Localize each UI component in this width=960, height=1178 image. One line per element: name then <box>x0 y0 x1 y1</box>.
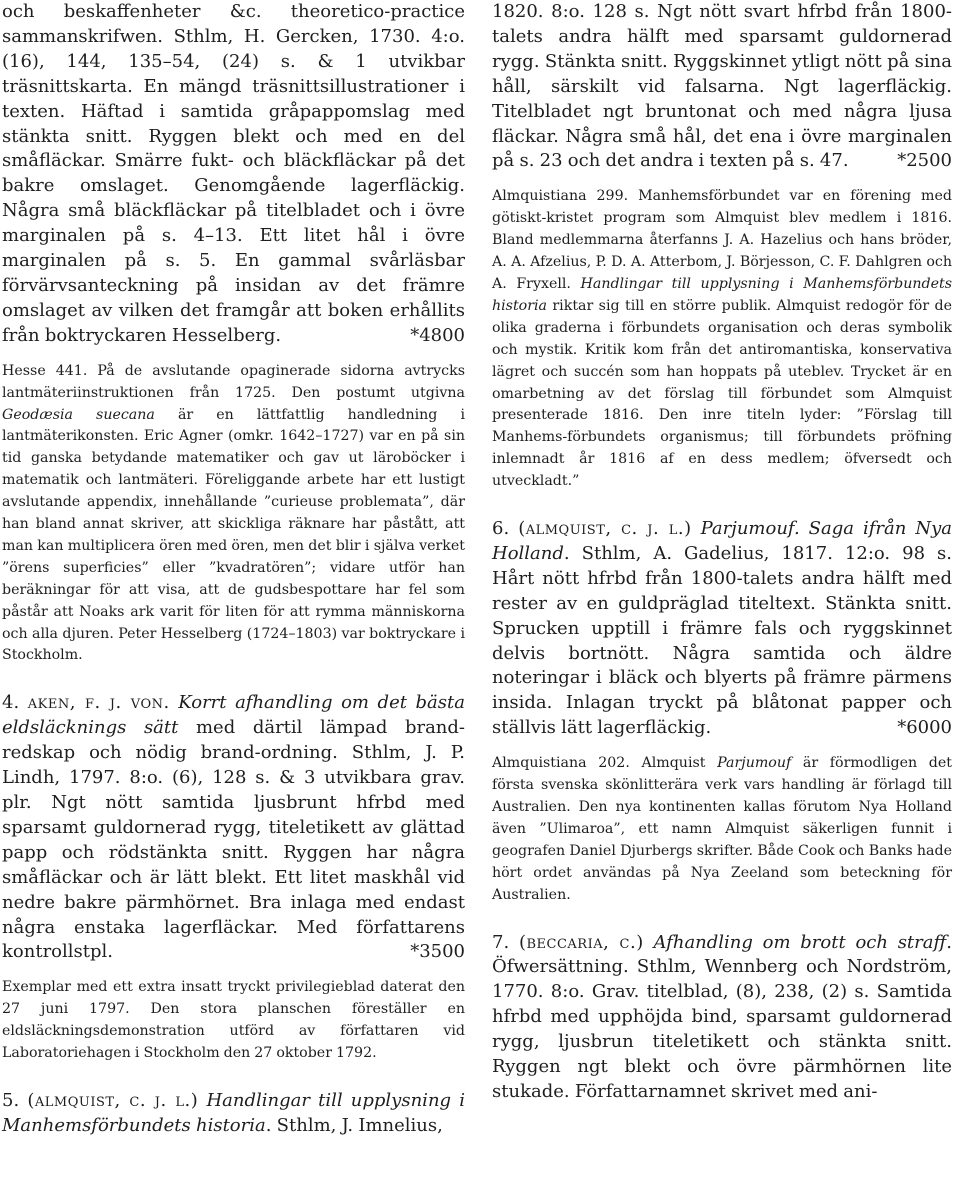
entry-7-number: 7. <box>492 931 510 953</box>
entry-5-cont-body: 1820. 8:o. 128 s. Ngt nött svart hfrbd från 1800-talets andra hälft med sparsamt guldornerad rygg. Stänkta snitt. Ryggskinnet ytligt nött på sina håll, särskilt vid falsarna. Ngt lagerfläckig. Titelbladet ngt bruntonat och med några ljusa fläckar. Några små hål, det ena i övre marginalen på s. 23 och det andra i texten på s. 47. <box>492 1 952 172</box>
entry-4-note: Exemplar med ett extra insatt tryckt privilegieblad daterat den 27 juni 1797. Den stora planschen föreställer en eldsläckningsdemonstration utförd av författaren vid Laboratoriehagen i Stockholm den 27 oktober 1792. <box>2 979 465 1062</box>
entry-5 <box>2 1089 465 1139</box>
entry-4-title: Korrt afhandling om det bästa eldsläcknings sätt <box>2 692 465 739</box>
entry-5-continued <box>492 0 952 174</box>
entry-4-body: med därtil lämpad brand-redskap och nödig brand-ordning. Sthlm, J. P. Lindh, 1797. 8:o. (6), 128 s. & 3 utvikbara grav. plr. Ngt nött samtida ljusbrunt hfrbd med sparsamt guldornerad rygg, titeletikett av glättad papp och rödstänkta snitt. Ryggen har några småfläckar och är lätt blekt. Ett litet maskhål vid nedre bakre pärmhörnet. Bra inlaga med endast några enstaka lagerfläckar. Med författarens kontrollstpl. <box>2 717 466 963</box>
entry-7-title: Afhandling om brott och straff <box>653 931 947 953</box>
intro-body-text: och beskaffenheter &c. theoretico-practice sammanskrifwen. Sthlm, H. Gercken, 1730. 4:o. (16), 144, 135–54, (24) s. & 1 utvikbar träsnittskarta. En mängd träsnittsillustrationer i texten. Häftad i samtida gråpappomslag med stänkta snitt. Ryggen blekt och med en del småfläckar. Smärre fukt- och bläckfläckar på det bakre omslaget. Genomgående lagerfläckig. Några små bläckfläckar på titelbladet och i övre marginalen på s. 4–13. Ett litet hål i övre marginalen på s. 5. En gammal svårläsbar förvärvsanteckning på insidan av det främre omslaget av vilken det framgår att boken erhållits från boktryckaren Hesselberg. <box>2 1 465 346</box>
right-column <box>492 0 952 1105</box>
entry-4-author: aken, f. j. von. <box>27 692 170 714</box>
entry-6-note-b: är förmodligen det första svenska skönlitterära verk vars handling är förlagd till Australien. Den nya kontinenten kallas förutom Nya Holland även ”Ulimaroa”, ett namn Almquist säkerligen funnit i geografen Daniel Djurbergs skrifter. Både Cook och Banks hade hört ordet användas på Nya Zeeland som beteckning för Australien. <box>492 755 952 903</box>
entry-6-author: (almquist, c. j. l.) <box>518 518 692 540</box>
entry-5-body: . Sthlm, J. Imnelius, <box>265 1114 443 1136</box>
entry-4 <box>2 691 465 965</box>
entry-5-note <box>492 186 952 493</box>
intro-note-a: Hesse 441. På de avslutande opaginerade sidorna avtrycks lantmäteriinstruktionen från 1725. Den postumt utgivna <box>2 362 465 401</box>
intro-price: *4800 <box>410 324 465 346</box>
entry-6-title: Parjumouf. Saga ifrån Nya Holland <box>492 518 952 564</box>
entry-7-author: (beccaria, c.) <box>518 931 644 953</box>
intro-entry-body <box>2 0 465 349</box>
entry-6-price: *6000 <box>897 717 952 739</box>
entry-6 <box>492 517 952 741</box>
entry-5-author: (almquist, c. j. l.) <box>27 1089 199 1111</box>
entry-7 <box>492 931 952 1105</box>
entry-5-price: *2500 <box>897 150 952 172</box>
entry-5-note-b: riktar sig till en större publik. Almquist redogör för de olika graderna i förbundets organisation och deras symbolik och mystik. Kritik kom från det antiromantiska, konservativa lägret och succén som han hoppats på uteblev. Trycket är en omarbetning av det förslag till förbundet som Almquist presenterade 1816. Den inre titeln lyder: ”Förslag till Manhems-förbundets organismus; till förbundets pröfning inlemnadt år 1816 af en dess medlem; öfversedt och utveckladt.” <box>492 297 952 490</box>
entry-4-number: 4. <box>2 692 20 714</box>
intro-note-italic: Geodæsia suecana <box>2 406 155 423</box>
entry-7-body: . Öfwersättning. Sthlm, Wennberg och Nordström, 1770. 8:o. Grav. titelblad, (8), 238, (2) s. Samtida hfrbd med upphöjda bind, sparsamt guldornerad rygg, ljusbrun titeletikett och stänkta snitt. Ryggen ngt blekt och övre pärmhörnen lite stukade. Författarnamnet skrivet med ani- <box>492 931 952 1102</box>
entry-5-title: Handlingar till upplysning i Manhemsförbundets historia <box>2 1089 465 1136</box>
entry-6-note-italic: Parjumouf <box>717 755 792 772</box>
entry-4-price: *3500 <box>410 941 465 963</box>
entry-6-body: . Sthlm, A. Gadelius, 1817. 12:o. 98 s. Hårt nött hfrbd från 1800-talets andra hälft med rester av en guldpräglad titeltext. Stänkta snitt. Sprucken upptill i främre fals och ryggskinnet delvis bortnött. Några samtida och äldre noteringar i bläck och blyerts på främre pärmens insida. Inlagan tryckt på blåtonat papper och ställvis lätt lagerfläckig. <box>492 542 952 739</box>
entry-6-note-a: Almquistiana 202. Almquist <box>492 755 718 772</box>
left-column <box>2 0 465 1139</box>
entry-5-note-a: Almquistiana 299. Manhemsförbundet var en förening med götiskt-kristet program som Almquist blev medlem i 1816. Bland medlemmarna återfanns J. A. Hazelius och hans bröder, A. A. Afzelius, P. D. A. Atterbom, J. Börjesson, C. F. Dahlgren och A. Fryxell. <box>492 188 952 292</box>
intro-note <box>2 361 465 668</box>
entry-5-number: 5. <box>2 1089 20 1111</box>
entry-5-note-italic: Handlingar till upplysning i Manhemsförbundets historia <box>492 275 952 314</box>
intro-note-b: är en lättfattlig handledning i lantmäterikonsten. Eric Agner (omkr. 1642–1727) var en på sin tid ganska betydande matematiker och gav ut läroböcker i matematik och lantmäteri. Föreliggande arbete har ett lustigt avslutande appendix, innehållande ”curieuse problemata”, där han bland annat skriver, att skickliga räknare har påstått, att man kan multiplicera ören med ören, men det blir i själva verket ”örens superficies” eller ”kvadratören”; vidare utför han beräkningar för att visa, att de gudsbespottare har fel som påstår att Noaks ark varit för liten för att rymma människorna och alla djuren. Peter Hesselberg (1724–1803) var boktryckare i Stockholm. <box>2 406 465 664</box>
entry-6-note <box>492 753 952 906</box>
entry-6-number: 6. <box>492 518 510 540</box>
